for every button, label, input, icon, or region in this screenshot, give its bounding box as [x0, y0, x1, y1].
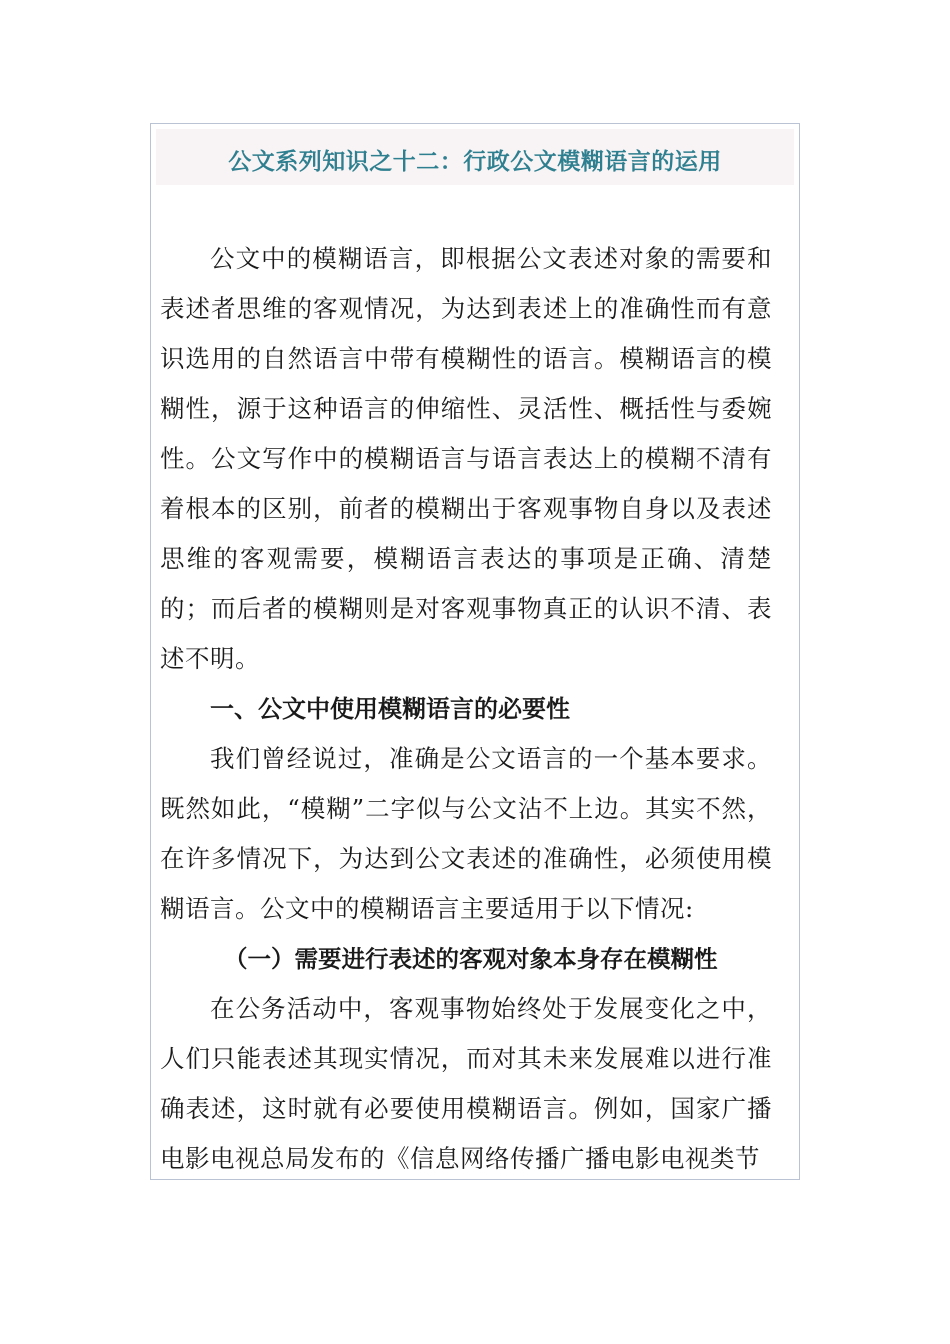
paragraph-intro: 公文中的模糊语言，即根据公文表述对象的需要和表述者思维的客观情况，为达到表述上的准确性而有意识选用的自然语言中带有模糊性的语言。模糊语言的模糊性，源于这种语言的伸缩性、灵活性、概括性与委婉性。公文写作中的模糊语言与语言表达上的模糊不清有着根本的区别，前者的模糊出于客观事物自身以及表述思维的客观需要，模糊语言表达的事项是正确、清楚的；而后者的模糊则是对客观事物真正的认识不清、表述不明。 [160, 244, 772, 673]
document-title: 公文系列知识之十二：行政公文模糊语言的运用 [228, 148, 722, 175]
paragraph-necessity: 我们曾经说过，准确是公文语言的一个基本要求。既然如此，“模糊”二字似与公文沾不上边。其实不然，在许多情况下，为达到公文表述的准确性，必须使用模糊语言。公文中的模糊语言主要适用于以下情况: [160, 744, 772, 923]
paragraph-example: 在公务活动中，客观事物始终处于发展变化之中，人们只能表述其现实情况，而对其未来发展难以进行准确表述，这时就有必要使用模糊语言。例如，国家广播电影电视总局发布的《信息网络传播广播电影电视类节 [160, 994, 772, 1173]
document-frame [150, 123, 800, 1180]
document-body [160, 234, 772, 1180]
section-heading: 一、公文中使用模糊语言的必要性 [210, 695, 570, 723]
title-bar [156, 129, 794, 185]
subsection-heading: （一）需要进行表述的客观对象本身存在模糊性 [224, 945, 718, 973]
